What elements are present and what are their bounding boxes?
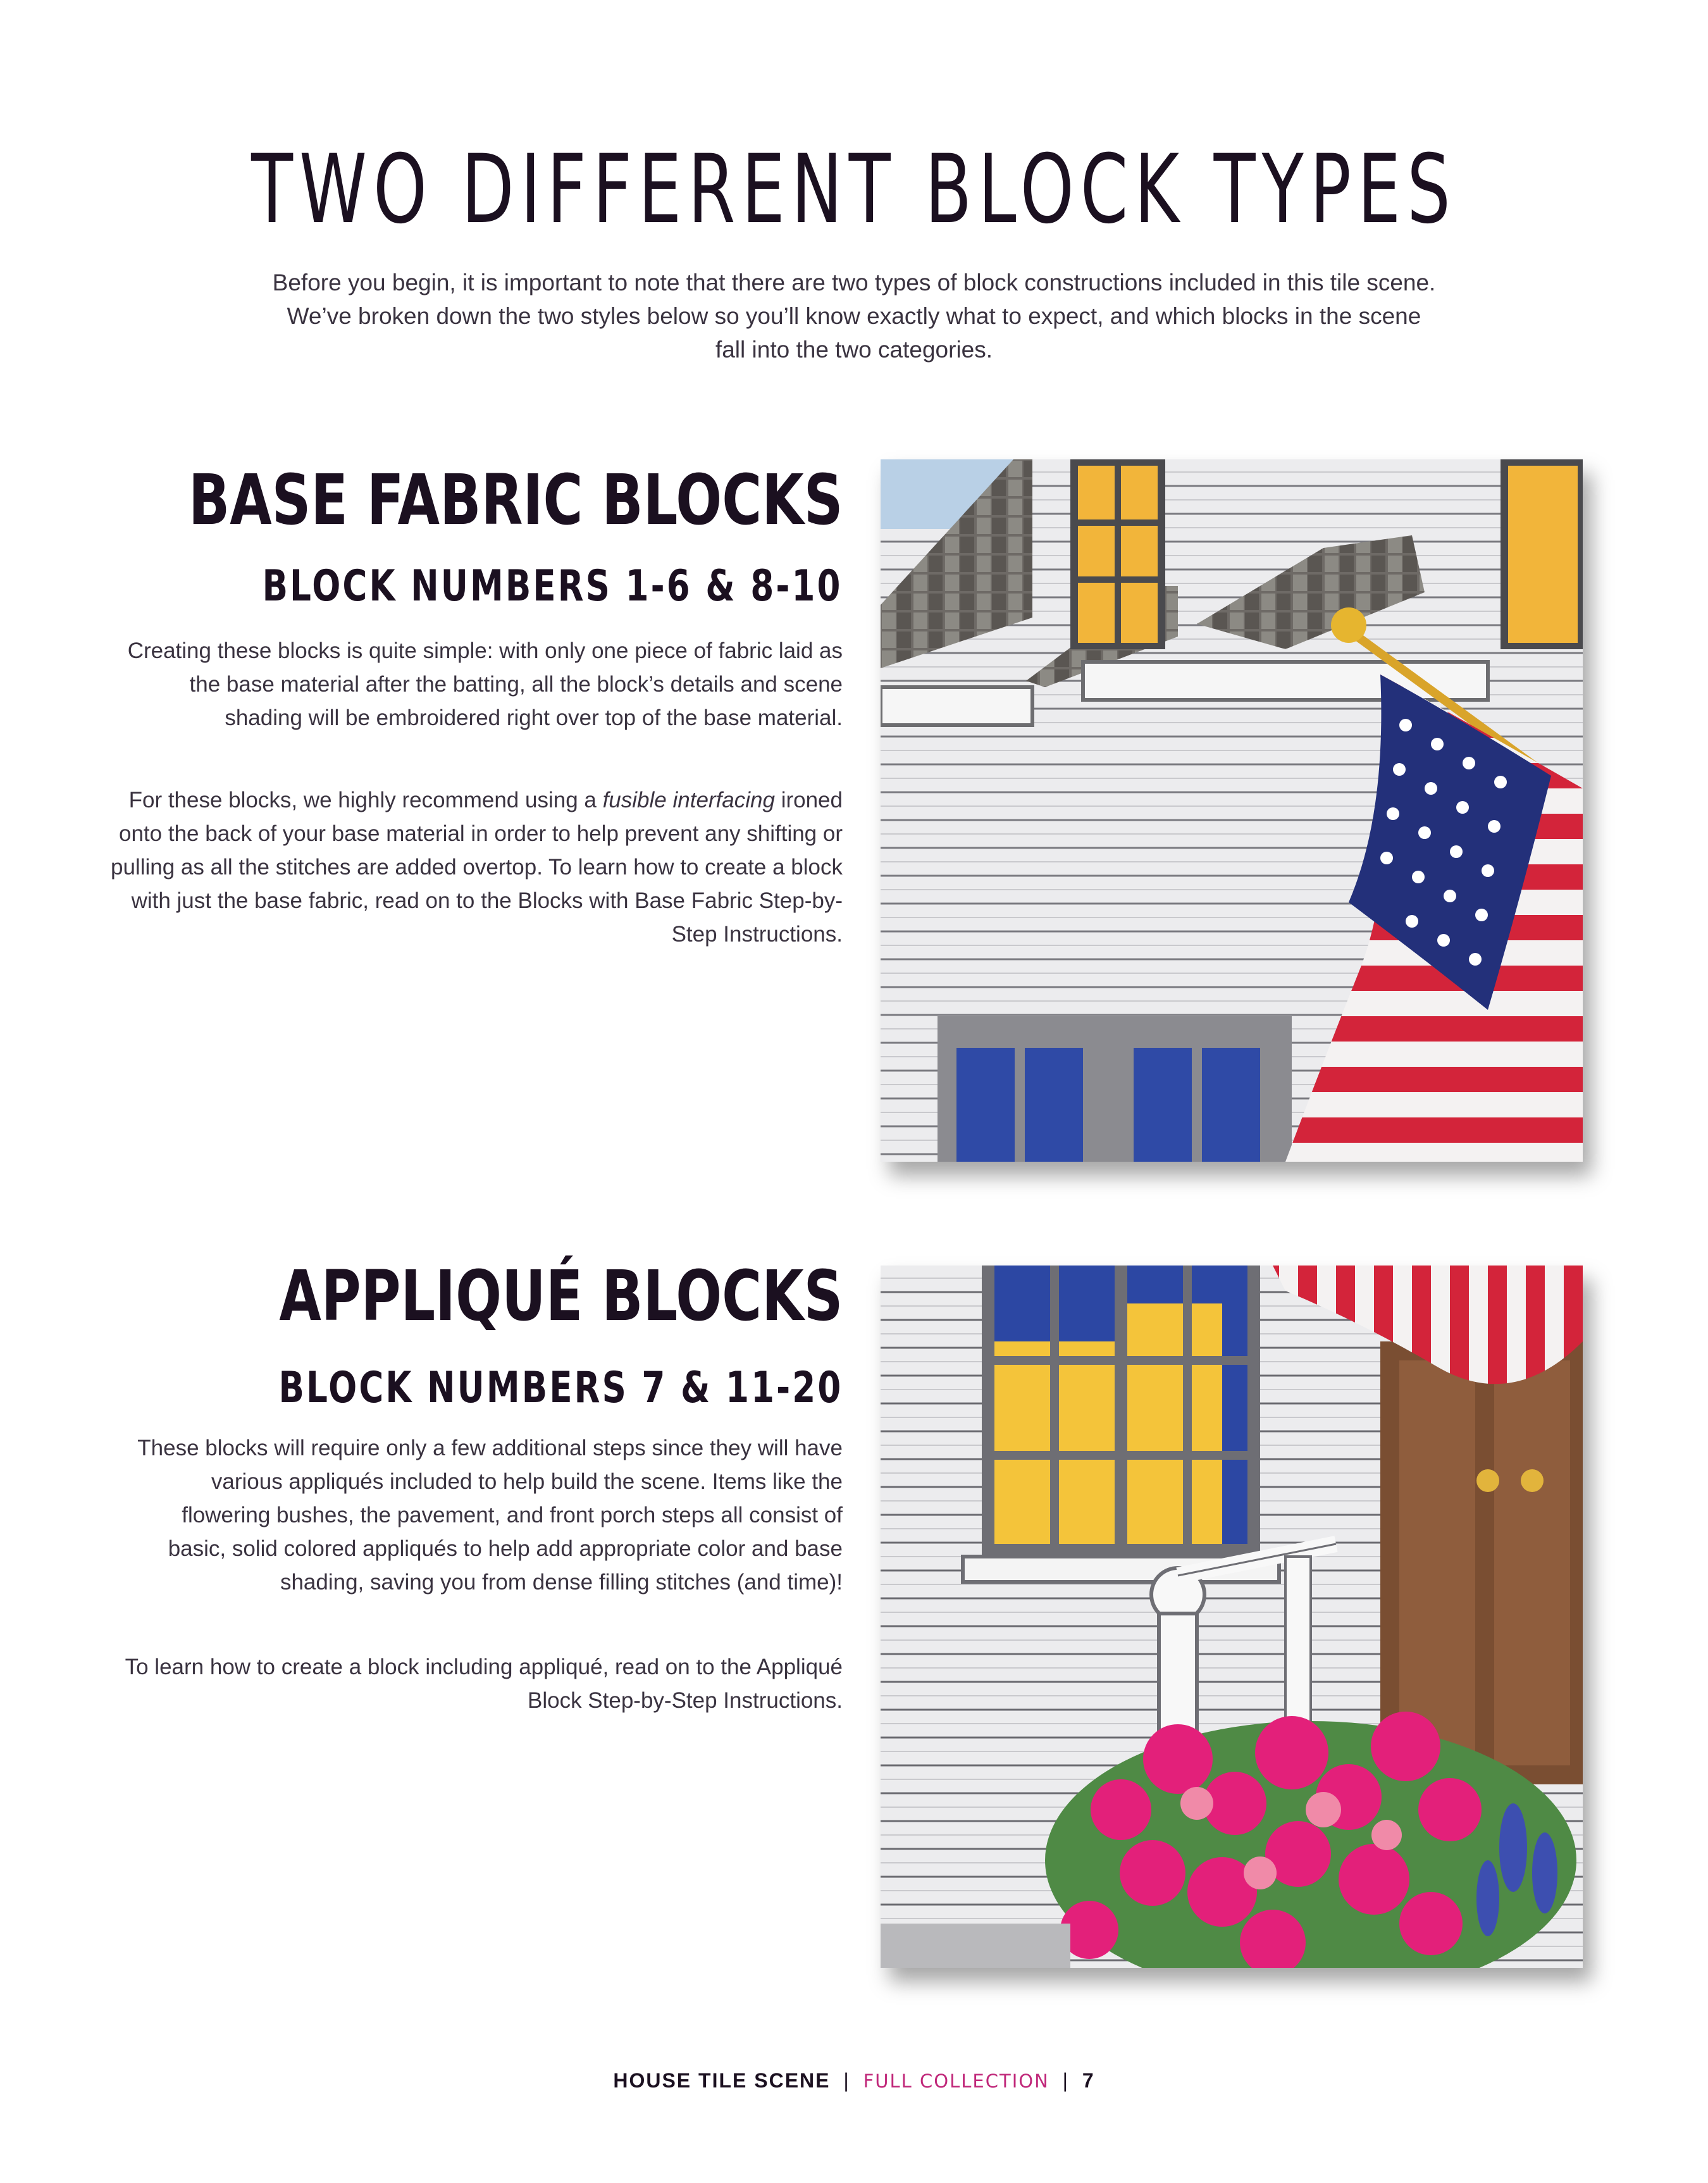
footer-separator: | [843,2069,850,2092]
applique-paragraph-1: These blocks will require only a few additional steps since they will have various appliqués included to help build the scene. Items like the flowering bushes, the pavement, and front porch steps all consist of basic, solid colored appliqués to help add appropriate color and base shading, saving you from dense filling stitches (and time)! [137,1436,843,1595]
applique-title: APPLIQUÉ BLOCKS [278,1255,843,1336]
intro-paragraph: Before you begin, it is important to note that there are two types of block constructions included in this tile scene. We’ve broken down the two styles below so you’ll know exactly what to expect, and which blocks in the scene fall into the two categories. [272,270,1436,363]
base-fabric-paragraph-2-before: For these blocks, we highly recommend using a [128,788,603,812]
applique-block-photo [881,1266,1583,1968]
applique-subtitle: BLOCK NUMBERS 7 & 11-20 [278,1363,843,1413]
page-title: TWO DIFFERENT BLOCK TYPES [251,135,1457,245]
footer-separator: | [1062,2069,1069,2092]
base-fabric-paragraph-1: Creating these blocks is quite simple: with only one piece of fabric laid as the base material after the batting, all the block’s details and scene shading will be embroidered right over top of the base material. [127,638,843,730]
footer-title: HOUSE TILE SCENE [613,2069,831,2092]
base-fabric-subtitle: BLOCK NUMBERS 1-6 & 8-10 [263,561,843,611]
applique-paragraph-2: To learn how to create a block including appliqué, read on to the Appliqué Block Step-by-Step Instructions. [125,1655,843,1713]
page-footer [0,2070,1708,2091]
footer-collection: FULL COLLECTION [863,2070,1049,2092]
page-number: 7 [1082,2069,1095,2092]
base-fabric-block-photo [881,459,1583,1162]
base-fabric-paragraph-2 [96,783,843,951]
base-fabric-paragraph-2-after: ironed onto the back of your base material in order to help prevent any shifting or pulling as all the stitches are added overtop. To learn how to create a block with just the base fabric, read on to the Blocks with Base Fabric Step-by-Step Instructions. [111,788,843,947]
fusible-interfacing-emphasis: fusible interfacing [602,788,775,812]
base-fabric-title: BASE FABRIC BLOCKS [188,459,843,540]
